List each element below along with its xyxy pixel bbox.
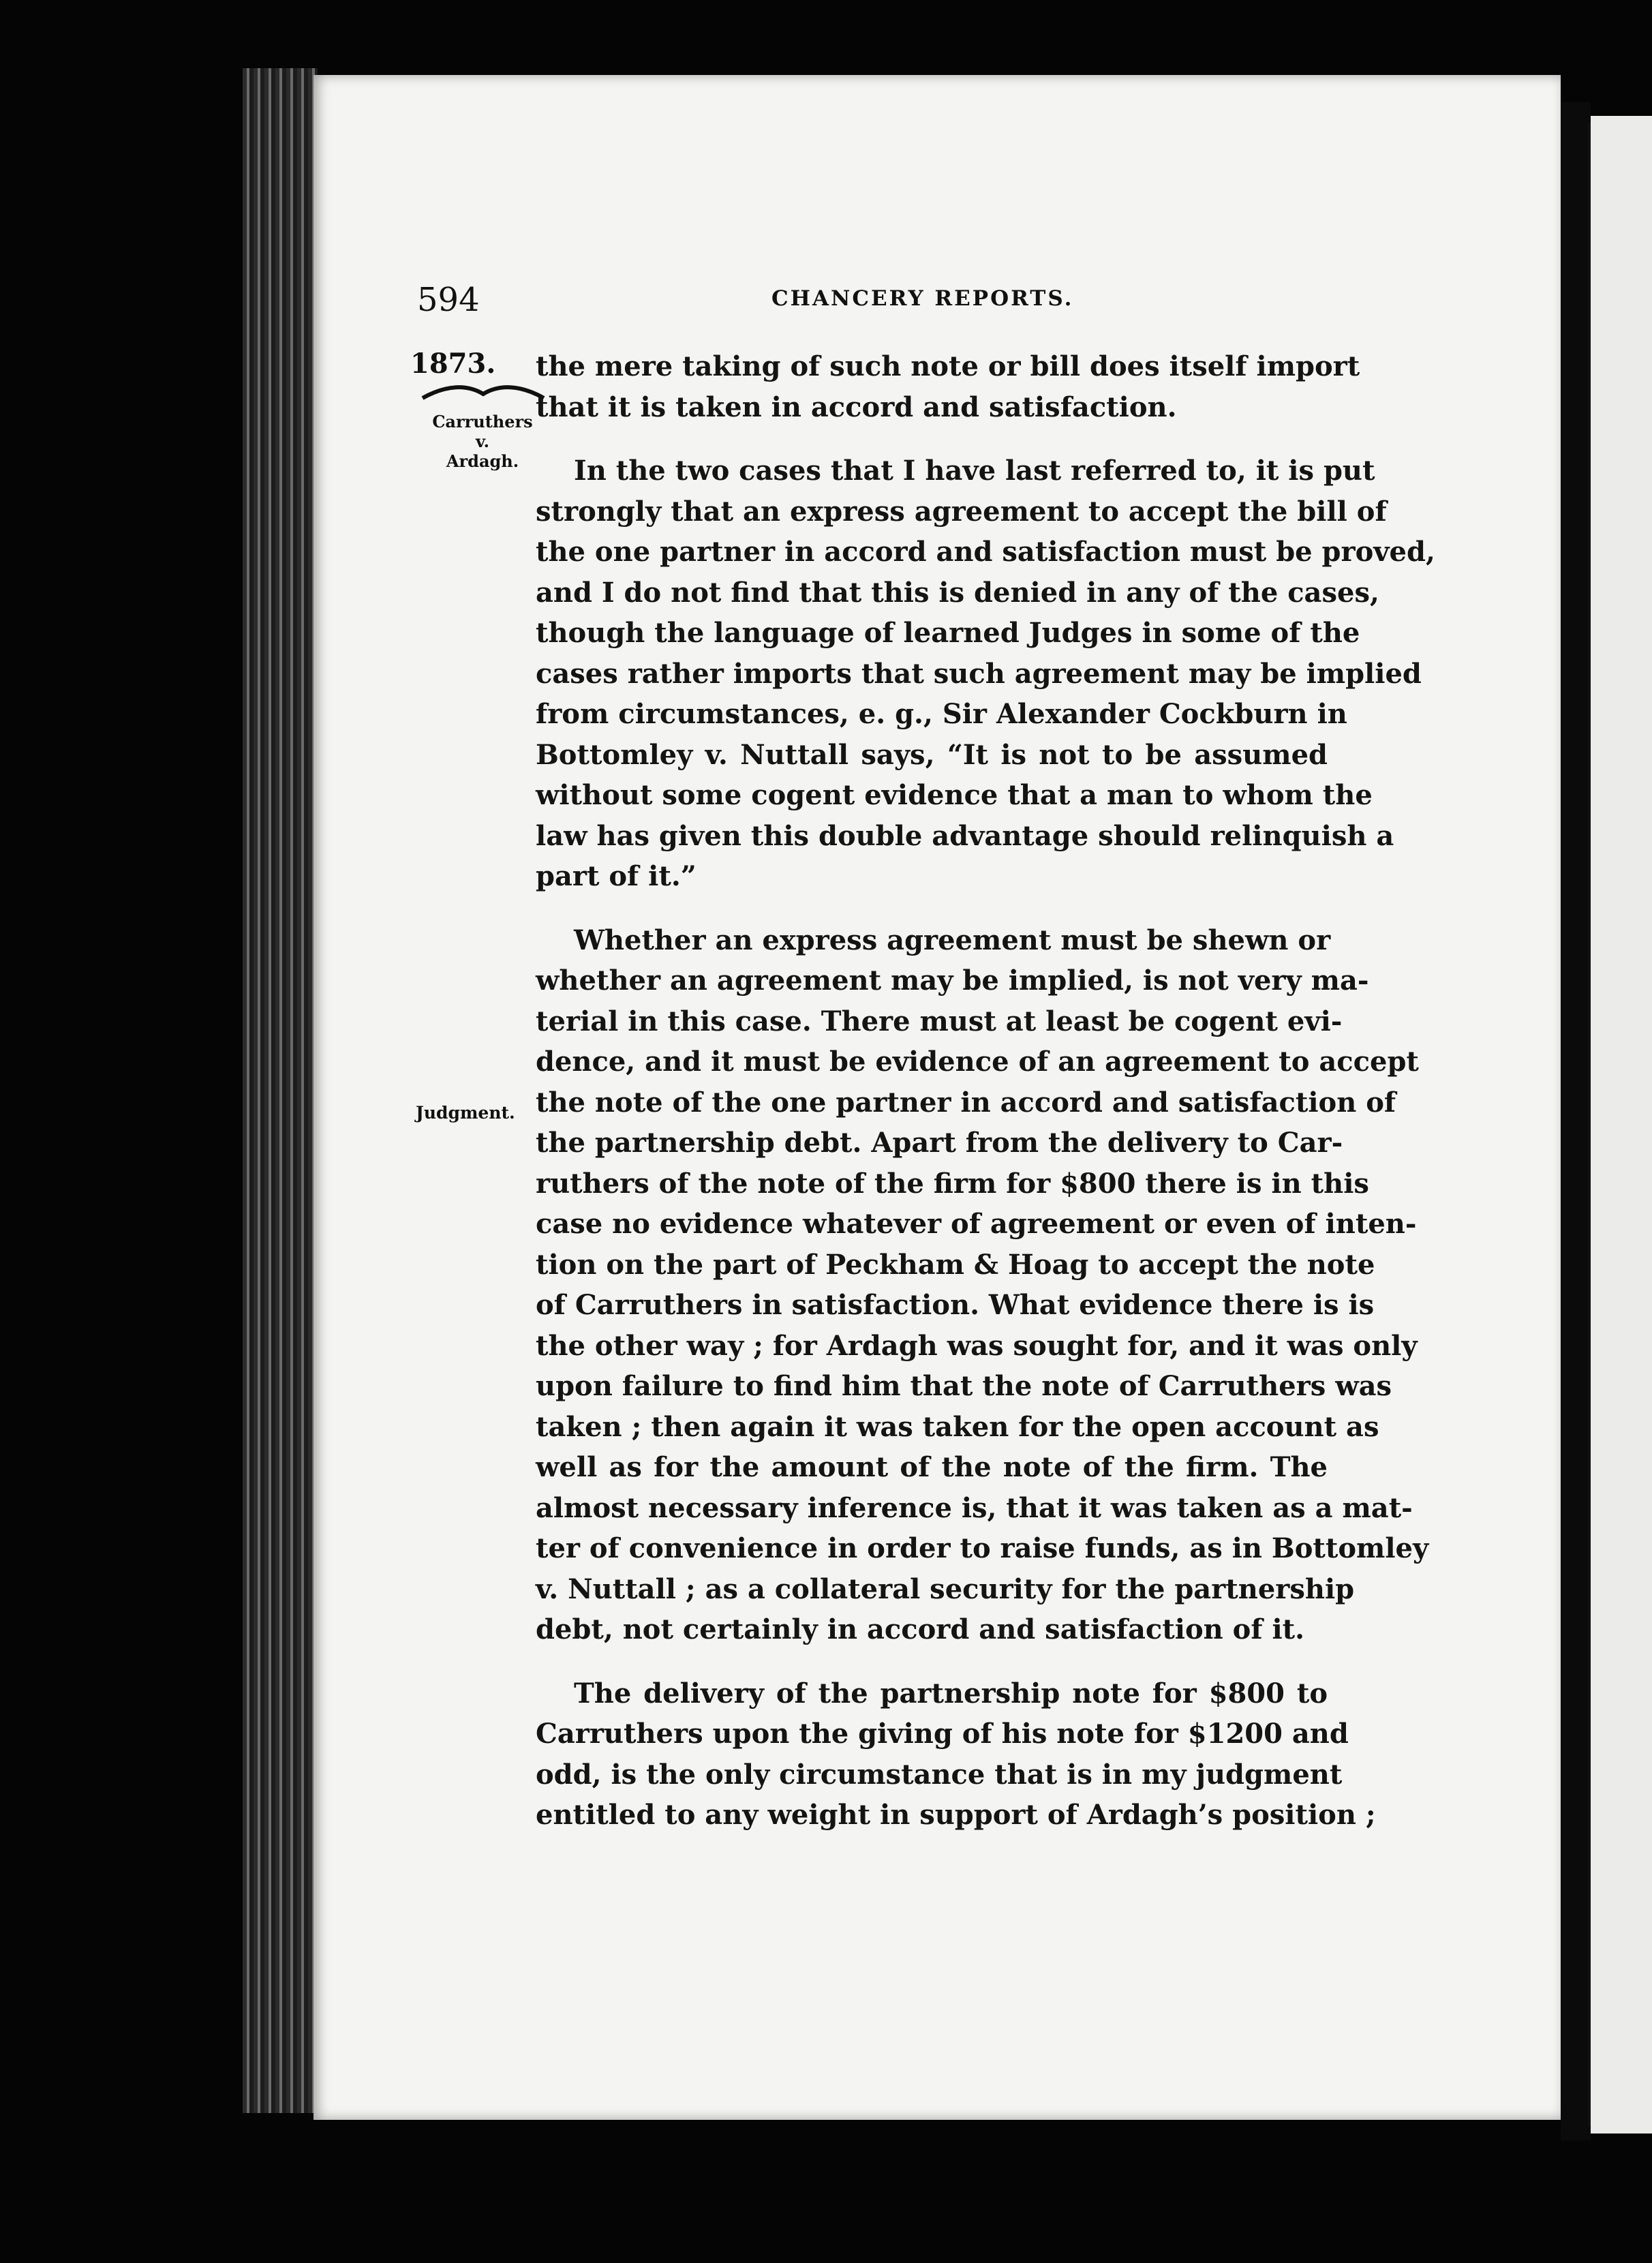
text-line: part of it.” <box>536 860 697 892</box>
margin-case-name <box>408 412 557 471</box>
text-line: well as for the amount of the note of the firm. The <box>536 1451 1328 1483</box>
text-line: the one partner in accord and satisfaction must be proved, <box>536 536 1435 568</box>
text-line: the partnership debt. Apart from the delivery to Car- <box>536 1127 1343 1159</box>
text-line: Bottomley v. Nuttall says, “It is not to be assumed <box>536 738 1328 771</box>
case-party-1: Carruthers <box>432 412 533 431</box>
text-line: In the two cases that I have last referred to, it is put <box>574 455 1375 487</box>
text-line: and I do not find that this is denied in any of the cases, <box>536 576 1379 609</box>
text-line: terial in this case. There must at least be cogent evi- <box>536 1005 1343 1037</box>
text-line: though the language of learned Judges in some of the <box>536 617 1360 649</box>
facing-page-strip <box>1591 116 1652 2133</box>
text-line: without some cogent evidence that a man to whom the <box>536 779 1373 811</box>
text-line: cases rather imports that such agreement may be implied <box>536 657 1422 690</box>
book-spine-edge <box>243 68 318 2113</box>
text-line: taken ; then again it was taken for the open account as <box>536 1410 1379 1443</box>
text-line: from circumstances, e. g., Sir Alexander Cockburn in <box>536 698 1347 730</box>
text-line: v. Nuttall ; as a collateral security for the partnership <box>536 1573 1355 1605</box>
text-line: law has given this double advantage should relinquish a <box>536 819 1394 852</box>
facing-page-gutter <box>1561 102 1591 2140</box>
text-line: case no evidence whatever of agreement or even of inten- <box>536 1208 1417 1240</box>
text-line: ruthers of the note of the firm for $800 there is in this <box>536 1167 1369 1200</box>
margin-year: 1873. <box>410 348 496 380</box>
page-header <box>417 281 1337 329</box>
text-line: strongly that an express agreement to accept the bill of <box>536 495 1387 528</box>
text-line: of Carruthers in satisfaction. What evidence there is is <box>536 1289 1375 1321</box>
body-text <box>536 346 1435 1836</box>
page-number: 594 <box>417 281 480 319</box>
margin-judgment-label: Judgment. <box>416 1103 515 1123</box>
running-head: CHANCERY REPORTS. <box>771 286 1074 311</box>
case-versus: v. <box>476 431 489 451</box>
text-line: the note of the one partner in accord and satisfaction of <box>536 1086 1396 1119</box>
text-line: the other way ; for Ardagh was sought for, and it was only <box>536 1329 1418 1362</box>
text-line: tion on the part of Peckham & Hoag to accept the note <box>536 1248 1375 1281</box>
text-line: the mere taking of such note or bill does itself import <box>536 350 1360 382</box>
text-line: whether an agreement may be implied, is not very ma- <box>536 965 1369 997</box>
text-line: entitled to any weight in support of Ardagh’s position ; <box>536 1799 1376 1831</box>
case-party-2: Ardagh. <box>446 451 519 471</box>
text-line: that it is taken in accord and satisfaction. <box>536 391 1177 423</box>
text-line: upon failure to find him that the note of Carruthers was <box>536 1370 1392 1402</box>
text-line: dence, and it must be evidence of an agreement to accept <box>536 1046 1419 1078</box>
text-line: ter of convenience in order to raise funds, as in Bottomley <box>536 1532 1429 1564</box>
brace-flourish-icon <box>420 383 547 404</box>
text-line: debt, not certainly in accord and satisfaction of it. <box>536 1613 1305 1645</box>
text-line: odd, is the only circumstance that is in my judgment <box>536 1758 1343 1791</box>
text-line: Whether an express agreement must be shewn or <box>574 924 1331 956</box>
text-line: The delivery of the partnership note for $800 to <box>574 1677 1328 1710</box>
text-line: almost necessary inference is, that it was taken as a mat- <box>536 1491 1413 1524</box>
text-line: Carruthers upon the giving of his note for $1200 and <box>536 1718 1349 1750</box>
